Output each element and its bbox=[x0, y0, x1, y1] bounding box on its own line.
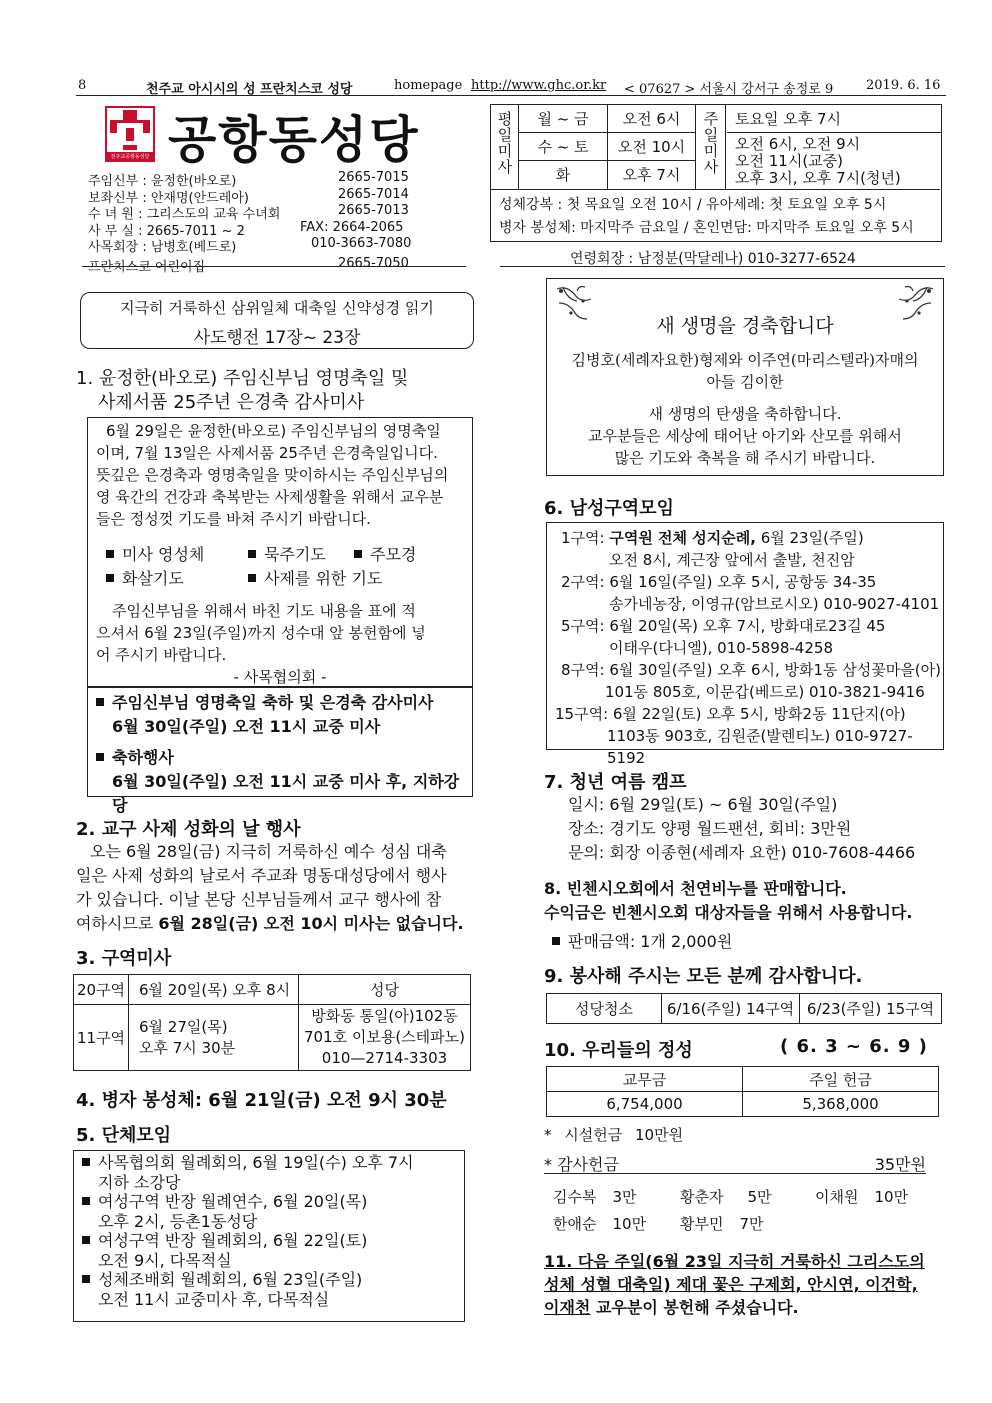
thanks-offering: * 감사헌금 35만원 bbox=[544, 1152, 926, 1174]
list-item: 성체조배회 월례회의, 6월 23일(주일) 오전 11시 교중미사 후, 다목적실 bbox=[82, 1270, 456, 1309]
logo-text: 천주교공항동성당 bbox=[110, 154, 150, 160]
sacrament-note: 성체강복 : 첫 목요일 오전 10시 / 유아세례: 첫 토요일 오후 5시 bbox=[499, 197, 887, 213]
men-district-box bbox=[546, 522, 944, 767]
homepage-label: homepage bbox=[394, 78, 463, 93]
staff-list bbox=[88, 170, 418, 275]
staff-row: 보좌신부 : 안재명(안드레아) 2665-7014 bbox=[88, 186, 409, 206]
prayer-item: 사제를 위한 기도 bbox=[248, 566, 382, 589]
donor: 한애순 10만 bbox=[553, 1215, 647, 1233]
bible-reading-title: 지극히 거룩하신 삼위일체 대축일 신약성경 읽기 bbox=[120, 299, 434, 317]
birth-title: 새 생명을 경축합니다 bbox=[656, 315, 834, 337]
section-6-title: 6. 남성구역모임 bbox=[544, 498, 674, 519]
birth-body: 새 생명의 탄생을 축하합니다. 교우분들은 세상에 태어난 아기와 산모를 위해서 많은 기도와 축복을 해 주시기 바랍니다. bbox=[588, 405, 902, 467]
section-1-paragraph: 6월 29일은 윤정한(바오로) 주임신부님의 영명축일 이며, 7월 13일은 사제서품 25주년 은경축일입니다. 뜻깊은 은경축과 영명축일을 맞이하시는 주임신부님의 영 육간의 건강과 축복받는 사제생활을 위해서 교우분 들은 정성껏 기도를 바쳐 주시기 바랍니다. bbox=[96, 422, 449, 528]
birth-parents: 김병호(세례자요한)형제와 이주연(마리스텔라)자매의 bbox=[571, 351, 919, 369]
list-item: 오전 8시, 계근장 앞에서 출발, 천진암 bbox=[609, 551, 855, 569]
section-10-title: 10. 우리들의 정성 bbox=[544, 1040, 693, 1061]
list-item: 1103동 903호, 김원준(발렌티노) 010-9727-5192 bbox=[607, 727, 913, 767]
prayer-item: 화살기도 bbox=[106, 566, 184, 589]
donor: 이채원 10만 bbox=[815, 1188, 909, 1206]
list-item: 101동 805호, 이문갑(베드로) 010-3821-9416 bbox=[605, 683, 925, 701]
list-item: 2구역: 6월 16일(주일) 오후 5시, 공항동 34-35 bbox=[561, 573, 877, 591]
district-mass-table bbox=[73, 974, 471, 1071]
section-1-title: 1. 윤정한(바오로) 주임신부님 영명축일 및 사제서품 25주년 은경축 감사미사 bbox=[76, 368, 409, 413]
table-row: 교무금 주일 헌금 bbox=[547, 1067, 939, 1092]
section-11-text: 11. 다음 주일(6월 23일 지극히 거룩하신 그리스도의 성체 성혈 대축일) 제대 꽃은 구제회, 안시연, 이건학, 이재천 교우분이 봉헌해 주셨습니다. bbox=[544, 1252, 925, 1317]
section-7-title: 7. 청년 여름 캠프 bbox=[544, 772, 687, 793]
prayer-list bbox=[88, 542, 472, 592]
table-row: 성당청소 6/16(주일) 14구역 6/23(주일) 15구역 bbox=[547, 994, 942, 1024]
sunday-mass-times: 오전 6시, 오전 9시 오전 11시(교중) 오후 3시, 오후 7시(청년) bbox=[735, 135, 901, 187]
issue-date: 2019. 6. 16 bbox=[866, 78, 941, 93]
list-item: 이태우(다니엘), 010-5898-4258 bbox=[609, 639, 833, 657]
address: < 07627 > 서울시 강서구 송정로 9 bbox=[624, 82, 834, 97]
sunday-mass-saturday: 토요일 오후 7시 bbox=[727, 105, 941, 133]
donor: 황부민 7만 bbox=[680, 1215, 764, 1233]
mass-row: 월 ~ 금 오전 6시 bbox=[519, 105, 695, 133]
table-row: 6,754,000 5,368,000 bbox=[547, 1092, 939, 1117]
section-8-title: 8. 빈첸시오회에서 천연비누를 판매합니다. 수익금은 빈첸시오회 대상자들을 위해서 사용합니다. bbox=[544, 879, 913, 922]
section-1-box bbox=[87, 417, 473, 687]
list-item: 여성구역 반장 월례연수, 6월 20일(목) 오후 2시, 등촌1동성당 bbox=[82, 1192, 456, 1231]
staff-row: 프란치스코 어린이집 2665-7050 bbox=[88, 255, 409, 275]
mass-row: 화 오후 7시 bbox=[519, 161, 695, 189]
list-item: 8구역: 6월 30일(주일) 오후 6시, 방화1동 삼성꽃마을(아) bbox=[561, 661, 941, 679]
parish-title: 공항동성당 bbox=[168, 111, 420, 169]
signature: - 사목협의회 - bbox=[233, 668, 327, 686]
page-number: 8 bbox=[78, 78, 87, 93]
parish-logo bbox=[105, 106, 155, 162]
table-row: 20구역 6월 20일(목) 오후 8시 성당 bbox=[74, 975, 471, 1005]
donor-list bbox=[553, 1186, 933, 1236]
prayer-item: 묵주기도 bbox=[248, 542, 326, 565]
facility-offering: * 시설헌금 10만원 bbox=[544, 1126, 684, 1144]
list-item: 송가네농장, 이영규(암브로시오) 010-9027-4101 bbox=[609, 595, 940, 613]
list-item: 5구역: 6월 20일(목) 오후 7시, 방화대로23길 45 bbox=[561, 617, 886, 635]
section-1-events-box bbox=[87, 687, 473, 815]
section-10-period: ( 6. 3 ~ 6. 9 ) bbox=[780, 1036, 928, 1057]
divider bbox=[82, 266, 466, 267]
homepage-link[interactable]: http://www.ghc.or.kr bbox=[471, 78, 607, 93]
section-3-title: 3. 구역미사 bbox=[76, 948, 172, 969]
weekday-mass-label: 평일미사 bbox=[491, 105, 519, 189]
sacrament-note: 병자 봉성체: 마지막주 금요일 / 혼인면담: 마지막주 토요일 오후 5시 bbox=[499, 220, 914, 236]
federation-head: 연령회장 : 남정분(막달레나) 010-3277-6524 bbox=[570, 251, 856, 267]
mass-schedule bbox=[490, 104, 942, 242]
staff-row: 사목회장 : 남병호(베드로) 010-3663-7080 bbox=[88, 236, 412, 255]
page-header bbox=[76, 78, 946, 96]
section-5-title: 5. 단체모임 bbox=[76, 1125, 172, 1146]
section-2-title: 2. 교구 사제 성화의 날 행사 bbox=[76, 819, 301, 840]
section-1-paragraph-2: 주임신부님을 위해서 바친 기도 내용을 표에 적 으셔서 6월 23일(주일)까지 성수대 앞 봉헌함에 넣 어 주시기 바랍니다. - 사목협의회 - bbox=[88, 592, 472, 688]
prayer-item: 미사 영성체 bbox=[106, 542, 204, 565]
list-item: 15구역: 6월 22일(토) 오후 5시, 방화2동 11단지(아) bbox=[555, 705, 906, 723]
staff-row: 사 무 실 : 2665-7011 ~ 2 FAX: 2664-2065 bbox=[88, 219, 404, 239]
birth-announcement bbox=[546, 278, 944, 476]
divider bbox=[500, 266, 945, 267]
table-row: 11구역 6월 27일(목) 오후 7시 30분 방화동 통일(아)102동 701호 이보용(스테파노) 010—2714-3303 bbox=[74, 1005, 471, 1071]
soap-price: 판매금액: 1개 2,000원 bbox=[552, 929, 732, 952]
event-item: 주임신부님 영명축일 축하 및 은경축 감사미사 6월 30일(주일) 오전 11시 교중 미사 bbox=[88, 688, 472, 742]
birth-child: 아들 김이한 bbox=[706, 373, 784, 391]
section-9-title: 9. 봉사해 주시는 모든 분께 감사합니다. bbox=[544, 966, 863, 987]
youth-camp-details: 일시: 6월 29일(토) ~ 6월 30일(주일) 장소: 경기도 양평 월드팬션, 회비: 3만원 문의: 회장 이종현(세례자 요한) 010-7608-4466 bbox=[568, 795, 916, 862]
donor: 김수복 3만 bbox=[553, 1188, 637, 1206]
org-name: 천주교 아시시의 성 프란치스코 성당 bbox=[146, 82, 353, 97]
group-meeting-box bbox=[73, 1150, 465, 1322]
section-2-body: 오는 6월 28일(금) 지극히 거룩하신 예수 성심 대축 일은 사제 성화의 날로서 주교좌 명동대성당에서 행사 가 있습니다. 이날 본당 신부님들께서 교구 행사에 참 여하시므로 6월 28일(금) 오전 10시 미사는 없습니다. bbox=[76, 842, 464, 933]
list-item: 여성구역 반장 월례회의, 6월 22일(토) 오전 9시, 다목적실 bbox=[82, 1231, 456, 1270]
bible-reading-box bbox=[80, 292, 474, 349]
donor: 황춘자 5만 bbox=[680, 1188, 772, 1206]
staff-row: 주임신부 : 윤정한(바오로) 2665-7015 bbox=[88, 170, 409, 189]
offering-table bbox=[546, 1066, 939, 1117]
volunteer-table bbox=[546, 993, 942, 1024]
bible-reading-range: 사도행전 17장~ 23장 bbox=[193, 328, 361, 348]
list-item: 사목협의회 월례회의, 6월 19일(수) 오후 7시 지하 소강당 bbox=[82, 1153, 456, 1192]
event-item: 축하행사 6월 30일(주일) 오전 11시 교중 미사 후, 지하강당 bbox=[88, 742, 472, 822]
sunday-mass-label: 주일미사 bbox=[696, 105, 726, 189]
mass-row: 수 ~ 토 오전 10시 bbox=[519, 133, 695, 161]
staff-row: 수 녀 원 : 그리스도의 교육 수녀회 2665-7013 bbox=[88, 203, 409, 222]
list-item: 1구역: 구역원 전체 성지순례, 6월 23일(주일) bbox=[561, 529, 864, 547]
prayer-item: 주모경 bbox=[354, 542, 416, 565]
section-4-title: 4. 병자 봉성체: 6월 21일(금) 오전 9시 30분 bbox=[76, 1090, 447, 1111]
